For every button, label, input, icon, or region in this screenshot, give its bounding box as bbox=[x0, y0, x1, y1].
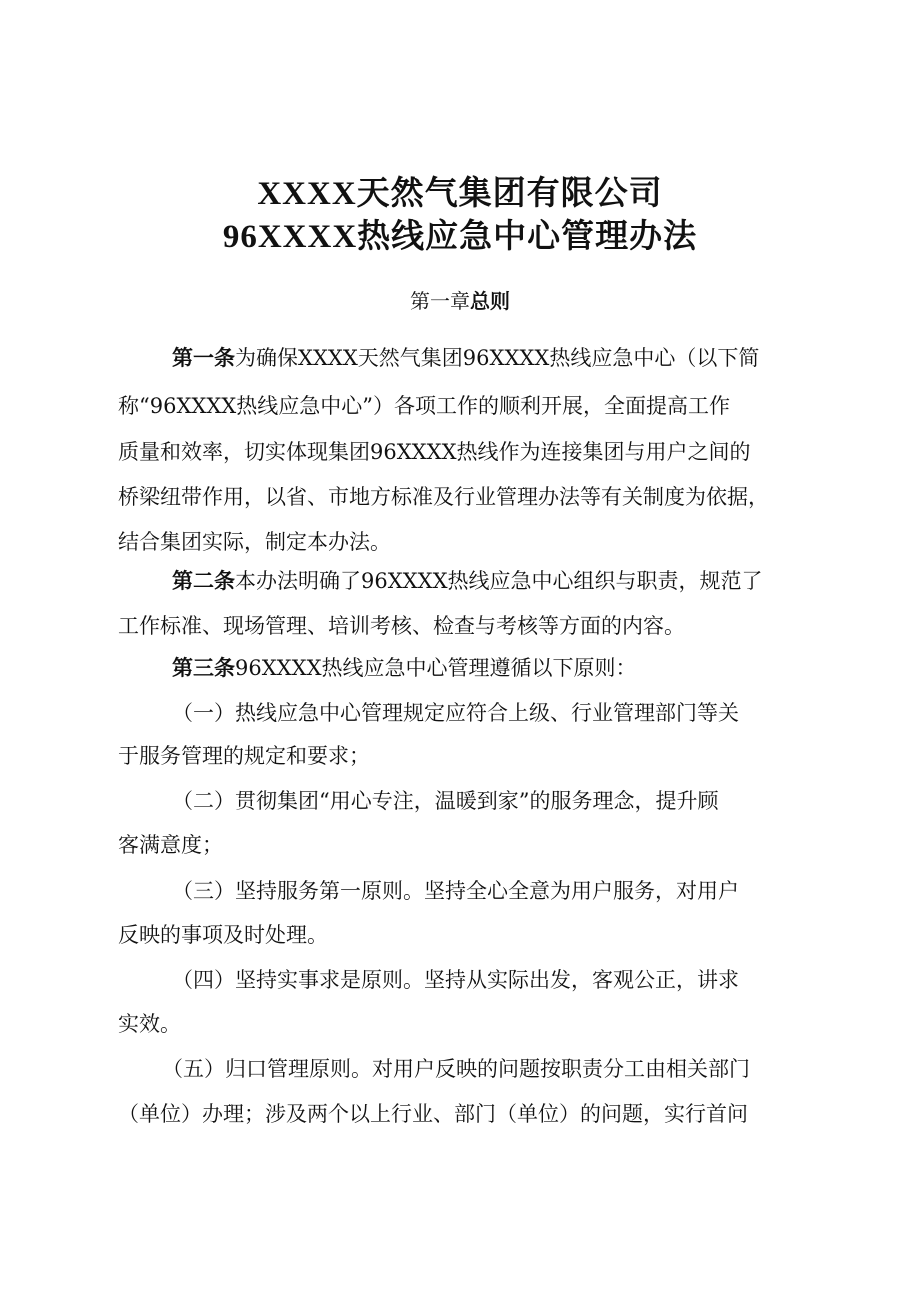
title-document-name: 热线应急中心管理办法 bbox=[357, 216, 698, 255]
article-3-line-1 bbox=[172, 652, 637, 684]
article-1-line-5: 结合集团实际，制定本办法。 bbox=[118, 530, 391, 554]
article-2-label: 第二条 bbox=[172, 569, 235, 593]
principle-3-line-1: （三）坚持服务第一原则。坚持全心全意为用户服务，对用户 bbox=[172, 879, 739, 903]
article-1-text: 为确保XXXX天然气集团96XXXX热线应急中心（以下简 bbox=[235, 346, 760, 370]
principle-2-line-1: （二）贯彻集团“用心专注，温暖到家”的服务理念，提升顾 bbox=[172, 789, 719, 813]
document-title-line-2 bbox=[0, 210, 920, 257]
article-1-line-3: 质量和效率，切实体现集团96XXXX热线作为连接集团与用户之间的 bbox=[118, 440, 751, 464]
article-2-line-2: 工作标准、现场管理、培训考核、检查与考核等方面的内容。 bbox=[118, 614, 685, 638]
article-1-label: 第一条 bbox=[172, 346, 235, 370]
principle-5-line-1: （五）归口管理原则。对用户反映的问题按职责分工由相关部门 bbox=[162, 1057, 750, 1081]
principle-3-line-2: 反映的事项及时处理。 bbox=[118, 923, 328, 947]
article-3-label: 第三条 bbox=[172, 656, 235, 680]
title-company-name: 天然气集团有限公司 bbox=[356, 173, 663, 212]
title-hotline-number: 96XXXX bbox=[222, 219, 358, 255]
principle-4-line-1: （四）坚持实事求是原则。坚持从实际出发，客观公正，讲求 bbox=[172, 968, 739, 992]
principle-1-line-2: 于服务管理的规定和要求； bbox=[118, 744, 370, 768]
article-2-text: 本办法明确了96XXXX热线应急中心组织与职责，规范了 bbox=[235, 569, 763, 593]
article-2-line-1 bbox=[172, 565, 763, 597]
principle-2-line-2: 客满意度； bbox=[118, 833, 223, 857]
article-1-line-1 bbox=[172, 342, 759, 374]
article-1-line-4: 桥梁纽带作用，以省、市地方标准及行业管理办法等有关制度为依据， bbox=[118, 485, 769, 509]
title-company-code: XXXX bbox=[257, 176, 357, 212]
article-3-text: 96XXXX热线应急中心管理遵循以下原则： bbox=[235, 656, 637, 680]
principle-4-line-2: 实效。 bbox=[118, 1012, 181, 1036]
principle-5-line-2: （单位）办理；涉及两个以上行业、部门（单位）的问题，实行首问 bbox=[118, 1102, 748, 1126]
document-title-line-1 bbox=[0, 167, 920, 214]
chapter-number: 第一章 bbox=[410, 289, 470, 313]
principle-1-line-1: （一）热线应急中心管理规定应符合上级、行业管理部门等关 bbox=[172, 701, 739, 725]
article-1-line-2: 称“96XXXX热线应急中心”）各项工作的顺利开展，全面提高工作 bbox=[118, 394, 730, 418]
chapter-name: 总则 bbox=[470, 289, 510, 313]
chapter-heading bbox=[0, 285, 920, 314]
